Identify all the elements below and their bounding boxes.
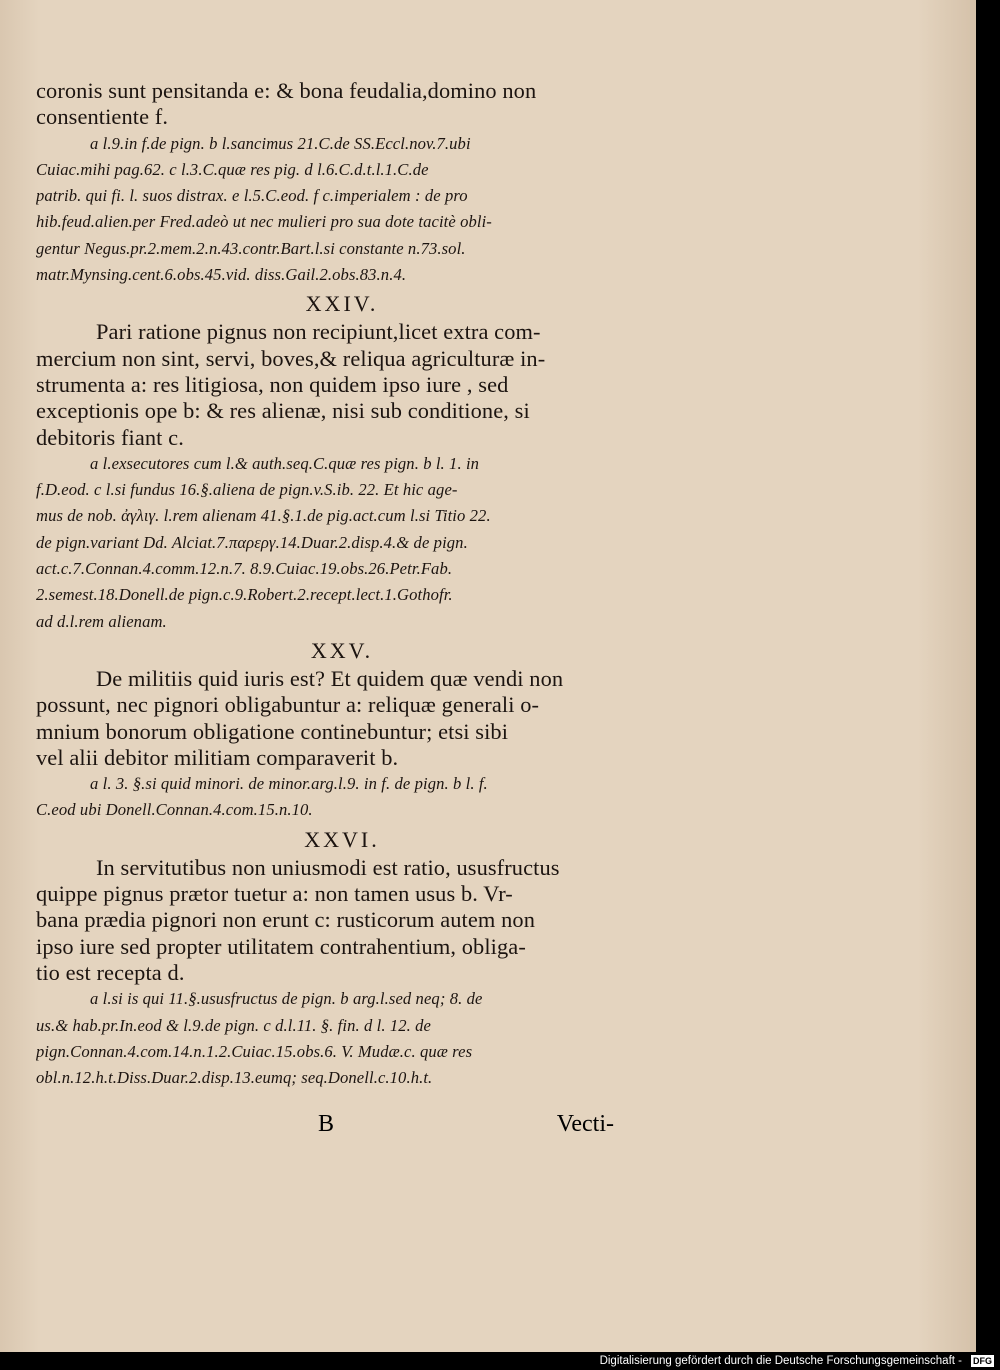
digitization-credit: Digitalisierung gefördert durch die Deutsche Forschungsgemeinschaft -: [599, 1355, 962, 1367]
footnote-line: de pign.variant Dd. Alciat.7.παρεργ.14.Duar.2.disp.4.& de pign.: [36, 532, 468, 552]
text-line: possunt, nec pignori obligabuntur a: reliquæ generali o-: [36, 692, 540, 718]
text-line: exceptionis ope b: & res alienæ, nisi sub conditione, si: [36, 398, 530, 424]
text-line: ipso iure sed propter utilitatem contrahentium, obliga-: [36, 933, 526, 959]
text-line: coronis sunt pensitanda e: & bona feudalia,domino non: [36, 78, 537, 103]
footnote-line: C.eod ubi Donell.Connan.4.com.15.n.10.: [36, 800, 313, 820]
footnote-line: obl.n.12.h.t.Diss.Duar.2.disp.13.eumq; seq.Donell.c.10.h.t.: [36, 1068, 433, 1088]
text-line: quippe pignus prætor tuetur a: non tamen usus b. Vr-: [36, 881, 513, 907]
footnote-line: a l. 3. §.si quid minori. de minor.arg.l.9. in f. de pign. b l. f.: [90, 774, 488, 794]
footnote-line: patrib. qui fi. l. suos distrax. e l.5.C.eod. f c.imperialem : de pro: [36, 186, 468, 206]
footnote-line: matr.Mynsing.cent.6.obs.45.vid. diss.Gail.2.obs.83.n.4.: [36, 265, 407, 285]
text-line: mercium non sint, servi, boves,& reliqua agriculturæ in-: [36, 345, 546, 371]
text-line: debitoris fiant c.: [36, 424, 184, 450]
text-line: tio est recepta d.: [36, 959, 185, 985]
footnote-line: act.c.7.Connan.4.comm.12.n.7. 8.9.Cuiac.19.obs.26.Petr.Fab.: [36, 559, 453, 579]
footnote-line: a l.exsecutores cum l.& auth.seq.C.quæ res pign. b l. 1. in: [90, 453, 480, 473]
scan-edge: [976, 0, 1000, 1352]
section-heading: XXIV.: [305, 291, 379, 317]
catchword: Vecti-: [556, 1111, 614, 1137]
text-line: consentiente f.: [36, 104, 169, 130]
footnote-line: 2.semest.18.Donell.de pign.c.9.Robert.2.recept.lect.1.Gothofr.: [36, 585, 453, 605]
text-line: De militiis quid iuris est? Et quidem quæ vendi non: [96, 665, 564, 691]
section-heading: XXV.: [310, 637, 374, 663]
text-line: Pari ratione pignus non recipiunt,licet extra com-: [96, 319, 541, 345]
footnote-line: hib.feud.alien.per Fred.adeò ut nec mulieri pro sua dote tacitè obli-: [36, 212, 492, 232]
footnote-line: f.D.eod. c l.si fundus 16.§.aliena de pign.v.S.ib. 22. Et hic age-: [36, 480, 458, 500]
footnote-line: gentur Negus.pr.2.mem.2.n.43.contr.Bart.l.si constante n.73.sol.: [36, 238, 466, 258]
signature-mark: B: [318, 1111, 335, 1137]
text-line: bana prædia pignori non erunt c: rusticorum autem non: [36, 907, 536, 933]
footnote-line: mus de nob. ἀγλιγ. l.rem alienam 41.§.1.de pig.act.cum l.si Titio 22.: [36, 506, 491, 526]
footnote-line: us.& hab.pr.In.eod & l.9.de pign. c d.l.11. §. fin. d l. 12. de: [36, 1015, 431, 1035]
text-line: vel alii debitor militiam comparaverit b.: [36, 744, 399, 770]
footnote-line: ad d.l.rem alienam.: [36, 611, 167, 631]
section-heading: XXVI.: [304, 826, 380, 852]
text-line: In servitutibus non uniusmodi est ratio, ususfructus: [96, 854, 560, 880]
text-line: mnium bonorum obligatione continebuntur; etsi sibi: [36, 718, 509, 744]
footnote-line: pign.Connan.4.com.14.n.1.2.Cuiac.15.obs.6. V. Mudæ.c. quæ res: [36, 1041, 473, 1061]
footnote-line: a l.9.in f.de pign. b l.sancimus 21.C.de SS.Eccl.nov.7.ubi: [90, 133, 471, 153]
dfg-logo: DFG: [973, 1356, 992, 1366]
footnote-line: Cuiac.mihi pag.62. c l.3.C.quæ res pig. d l.6.C.d.t.l.1.C.de: [36, 159, 429, 179]
page-text: [36, 78, 648, 1091]
text-line: strumenta a: res litigiosa, non quidem ipso iure , sed: [36, 371, 509, 397]
footnote-line: a l.si is qui 11.§.ususfructus de pign. b arg.l.sed neq; 8. de: [90, 989, 483, 1009]
